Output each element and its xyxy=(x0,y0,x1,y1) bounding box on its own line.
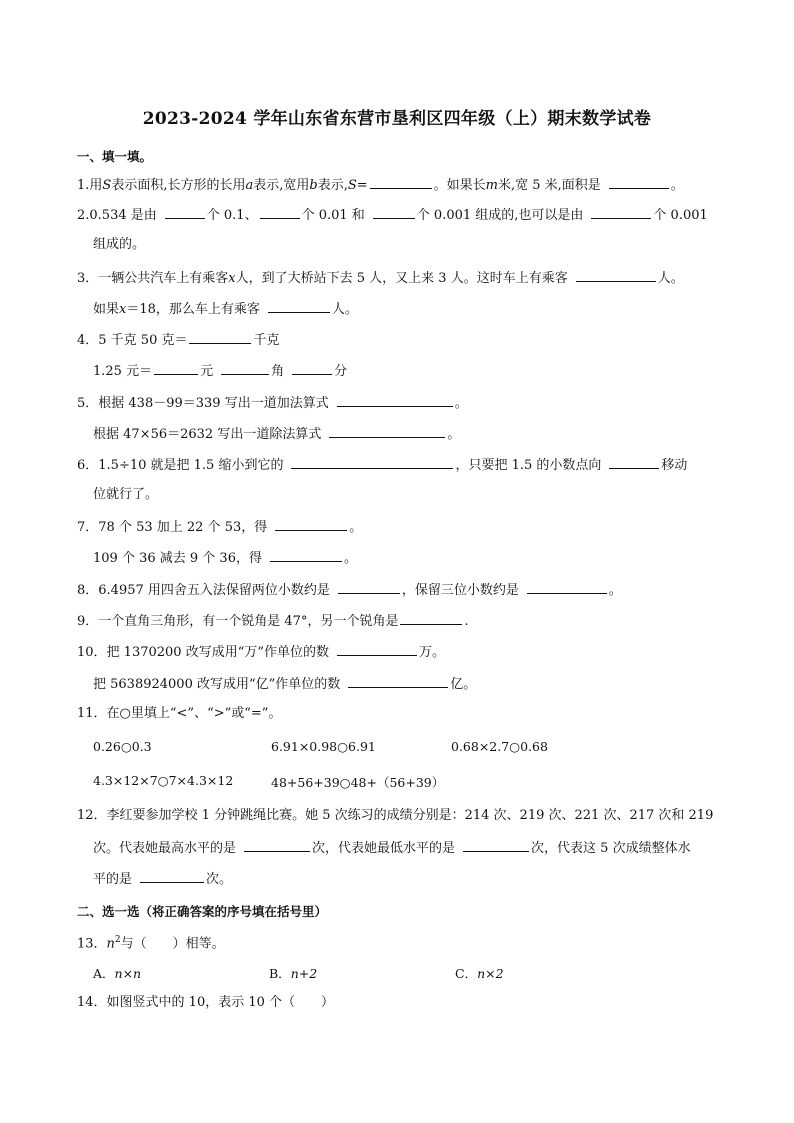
answer-blank[interactable] xyxy=(527,581,607,594)
question-3 xyxy=(77,269,684,287)
answer-blank[interactable] xyxy=(609,176,669,189)
compare-item[interactable]: 0.68×2.7○0.68 xyxy=(451,739,548,754)
q7-text: 7．78 个 53 加上 22 个 53，得 xyxy=(77,520,268,535)
question-14: 14．如图竖式中的 10，表示 10 个（ ） xyxy=(77,995,335,1010)
q8-text: 。 xyxy=(608,583,622,598)
question-4 xyxy=(77,331,280,349)
page-title: 2023-2024 学年山东省东营市垦利区四年级（上）期末数学试卷 xyxy=(142,109,652,129)
q4-text: 4．5 千克 50 克＝ xyxy=(77,333,188,348)
q8-text: 8．6.4957 用四舍五入法保留两位小数约是 xyxy=(77,583,330,598)
compare-item[interactable]: 4.3×12×7○7×4.3×12 xyxy=(93,773,234,788)
q13-sup: 2 xyxy=(114,935,121,945)
option-value: n×2 xyxy=(477,966,504,981)
question-10 xyxy=(77,643,445,661)
q3-text: 3．一辆公共汽车上有乘客 xyxy=(77,271,229,286)
answer-blank[interactable] xyxy=(329,425,445,438)
q12-text: 平的是 xyxy=(93,872,133,887)
question-7 xyxy=(77,518,362,536)
question-7-cont xyxy=(93,549,357,567)
option-letter: B． xyxy=(269,966,291,981)
q2-text: 个 0.1、 xyxy=(206,208,258,223)
question-5-cont xyxy=(93,425,460,443)
answer-blank[interactable] xyxy=(165,206,205,219)
answer-blank[interactable] xyxy=(292,362,332,375)
answer-blank[interactable] xyxy=(154,362,198,375)
q4-text: 1.25 元＝ xyxy=(93,364,153,379)
question-2-cont: 组成的。 xyxy=(93,237,146,252)
q1-var: S xyxy=(102,178,112,193)
q2-text: 2.0.534 是由 xyxy=(77,208,157,223)
q13-text: 13． xyxy=(77,936,107,952)
question-12-cont2 xyxy=(93,870,232,888)
compare-item[interactable]: 0.26○0.3 xyxy=(93,739,152,754)
q7-text: 。 xyxy=(343,551,357,566)
q5-text: 根据 47×56＝2632 写出一道除法算式 xyxy=(93,427,322,442)
q1-text: 表示面积,长方形的长用 xyxy=(111,178,246,193)
q13-var: n xyxy=(106,936,115,952)
q7-text: 109 个 36 减去 9 个 36，得 xyxy=(93,551,262,566)
q4-text: 元 xyxy=(200,364,214,379)
answer-blank[interactable] xyxy=(291,456,453,469)
q3-text: 人。 xyxy=(331,302,358,317)
q1-text: 米,宽 5 米,面积是 xyxy=(497,178,601,193)
q6-text: ，只要把 1.5 的小数点向 xyxy=(455,458,602,473)
answer-blank[interactable] xyxy=(244,839,310,852)
q12-text: 次，代表她最低水平的是 xyxy=(312,841,456,856)
question-3-cont xyxy=(93,300,358,318)
answer-blank[interactable] xyxy=(337,394,453,407)
answer-blank[interactable] xyxy=(576,269,656,282)
answer-blank[interactable] xyxy=(400,612,462,625)
question-12-cont xyxy=(93,839,691,857)
q1-text: 表示, xyxy=(317,178,348,193)
option-letter: C． xyxy=(455,966,478,981)
q10-text: 把 5638924000 改写成用“亿”作单位的数 xyxy=(93,677,341,692)
q3-text: 人，到了大桥站下去 5 人，又上来 3 人。这时车上有乘客 xyxy=(235,271,568,286)
question-9 xyxy=(77,612,469,630)
answer-blank[interactable] xyxy=(140,870,204,883)
q1-text: 。 xyxy=(670,178,684,193)
compare-item[interactable]: 48+56+39○48+（56+39） xyxy=(271,775,445,790)
answer-blank[interactable] xyxy=(189,331,251,344)
option-c[interactable] xyxy=(455,964,504,982)
question-12: 12．李红要参加学校 1 分钟跳绳比赛。她 5 次练习的成绩分别是：214 次、219 次、221 次、217 次和 219 xyxy=(77,808,714,823)
q10-text: 10．把 1370200 改写成用“万”作单位的数 xyxy=(77,645,329,660)
answer-blank[interactable] xyxy=(373,206,415,219)
q4-text: 千克 xyxy=(253,333,280,348)
q12-text: 次，代表这 5 次成绩整体水 xyxy=(531,841,691,856)
q1-var: a xyxy=(245,178,254,193)
answer-blank[interactable] xyxy=(221,362,269,375)
q1-text: = xyxy=(356,178,368,193)
q1-text: 表示,宽用 xyxy=(253,178,310,193)
q10-text: 万。 xyxy=(419,645,446,660)
answer-blank[interactable] xyxy=(337,643,417,656)
answer-blank[interactable] xyxy=(609,456,659,469)
answer-blank[interactable] xyxy=(348,675,448,688)
answer-blank[interactable] xyxy=(260,206,300,219)
q5-text: 5．根据 438－99＝339 写出一道加法算式 xyxy=(77,396,329,411)
q10-text: 亿。 xyxy=(450,677,477,692)
question-11: 11．在○里填上“<”、“>”或“=”。 xyxy=(77,706,282,721)
question-10-cont xyxy=(93,675,476,693)
option-a[interactable] xyxy=(93,964,141,982)
q6-text: 移动 xyxy=(661,458,688,473)
compare-item[interactable]: 6.91×0.98○6.91 xyxy=(271,739,376,754)
q3-var: x xyxy=(119,302,127,317)
question-8 xyxy=(77,581,622,599)
option-value: n+2 xyxy=(290,966,318,981)
q12-text: 次。代表她最高水平的是 xyxy=(93,841,237,856)
q2-text: 个 0.01 和 xyxy=(301,208,365,223)
q3-var: x xyxy=(228,271,236,286)
q9-text: . xyxy=(464,614,469,629)
answer-blank[interactable] xyxy=(370,176,432,189)
question-6 xyxy=(77,456,687,474)
q4-text: 分 xyxy=(334,364,348,379)
question-6-cont: 位就行了。 xyxy=(93,487,159,502)
q3-text: ＝18，那么车上有乘客 xyxy=(126,302,260,317)
q3-text: 如果 xyxy=(93,302,120,317)
option-b[interactable] xyxy=(269,964,317,982)
question-4-cont xyxy=(93,362,347,380)
question-13 xyxy=(77,932,225,952)
q6-text: 6．1.5÷10 就是把 1.5 缩小到它的 xyxy=(77,458,284,473)
q7-text: 。 xyxy=(349,520,363,535)
q9-text: 9．一个直角三角形，有一个锐角是 47°，另一个锐角是 xyxy=(77,614,399,629)
q1-text: 1.用 xyxy=(77,178,103,193)
question-1 xyxy=(77,176,684,194)
q2-text: 个 0.001 组成的,也可以是由 xyxy=(416,208,584,223)
answer-blank[interactable] xyxy=(275,518,347,531)
q12-text: 次。 xyxy=(206,872,233,887)
q8-text: ，保留三位小数约是 xyxy=(401,583,519,598)
q2-text: 个 0.001 xyxy=(653,208,708,223)
section-heading-choice: 二、选一选（将正确答案的序号填在括号里） xyxy=(77,904,328,919)
answer-blank[interactable] xyxy=(338,581,400,594)
q5-text: 。 xyxy=(447,427,461,442)
q5-text: 。 xyxy=(454,396,468,411)
answer-blank[interactable] xyxy=(591,206,651,219)
q1-var: m xyxy=(485,178,498,193)
option-value: n×n xyxy=(114,966,142,981)
q3-text: 人。 xyxy=(657,271,684,286)
question-2 xyxy=(77,206,708,224)
q4-text: 角 xyxy=(271,364,285,379)
q1-var: S xyxy=(347,178,357,193)
section-heading-fill: 一、填一填。 xyxy=(77,149,153,164)
answer-blank[interactable] xyxy=(270,549,342,562)
answer-blank[interactable] xyxy=(268,300,330,313)
question-5 xyxy=(77,394,468,412)
option-letter: A． xyxy=(93,966,115,981)
q1-var: b xyxy=(309,178,318,193)
q1-text: 。如果长 xyxy=(433,178,486,193)
q13-text: 与（ ）相等。 xyxy=(120,936,225,952)
answer-blank[interactable] xyxy=(463,839,529,852)
